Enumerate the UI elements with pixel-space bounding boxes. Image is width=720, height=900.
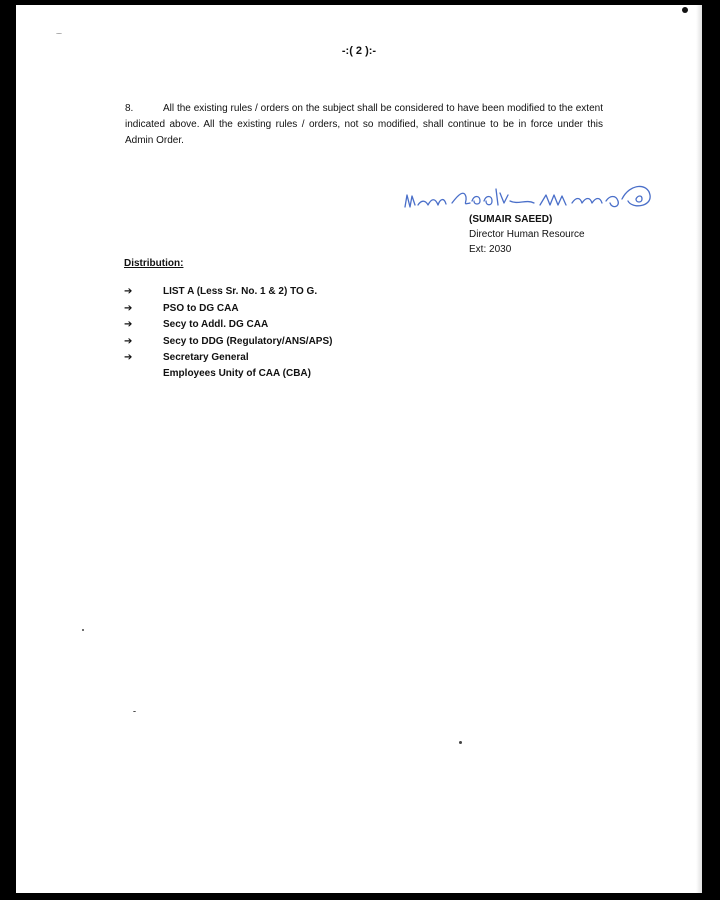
page-edge-shadow	[696, 5, 702, 893]
list-item	[124, 301, 524, 317]
distribution-item-label: Secy to Addl. DG CAA	[163, 319, 269, 330]
distribution-item-label-line2: Employees Unity of CAA (CBA)	[163, 367, 311, 379]
list-item	[124, 350, 524, 381]
signatory-title: Director Human Resource	[469, 229, 585, 240]
list-item	[124, 317, 524, 333]
distribution-item-label: Secretary General	[163, 352, 249, 363]
right-arrow-icon: ➔	[124, 335, 133, 347]
scan-speck	[56, 33, 62, 34]
list-item	[124, 334, 524, 350]
distribution-item-label: Secy to DDG (Regulatory/ANS/APS)	[163, 335, 333, 347]
distribution-item-label: LIST A (Less Sr. No. 1 & 2) TO G.	[163, 286, 318, 297]
signatory-extension: Ext: 2030	[469, 244, 512, 255]
right-arrow-icon: ➔	[124, 302, 133, 314]
right-arrow-icon: ➔	[124, 319, 133, 330]
right-arrow-icon: ➔	[124, 352, 133, 363]
scan-speck	[459, 741, 462, 744]
list-item	[124, 284, 524, 300]
paragraph-8	[125, 101, 603, 149]
distribution-list	[124, 284, 524, 382]
right-arrow-icon: ➔	[124, 286, 133, 297]
paragraph-number: 8.	[125, 103, 134, 114]
scan-speck	[82, 629, 84, 631]
distribution-heading: Distribution:	[124, 258, 184, 269]
document-page	[16, 5, 702, 893]
page-number: -:( 2 ):-	[341, 45, 377, 57]
distribution-item-label: PSO to DG CAA	[163, 302, 239, 314]
signatory-block	[469, 212, 585, 257]
signatory-name: (SUMAIR SAEED)	[469, 214, 553, 225]
scan-speck	[133, 711, 136, 712]
scan-speck	[682, 7, 688, 13]
paragraph-text: All the existing rules / orders on the subject shall be considered to have been modified to the extent indicated above. All the existing rules / orders, not so modified, shall continue to be in force under this Admin Order.	[125, 103, 603, 146]
